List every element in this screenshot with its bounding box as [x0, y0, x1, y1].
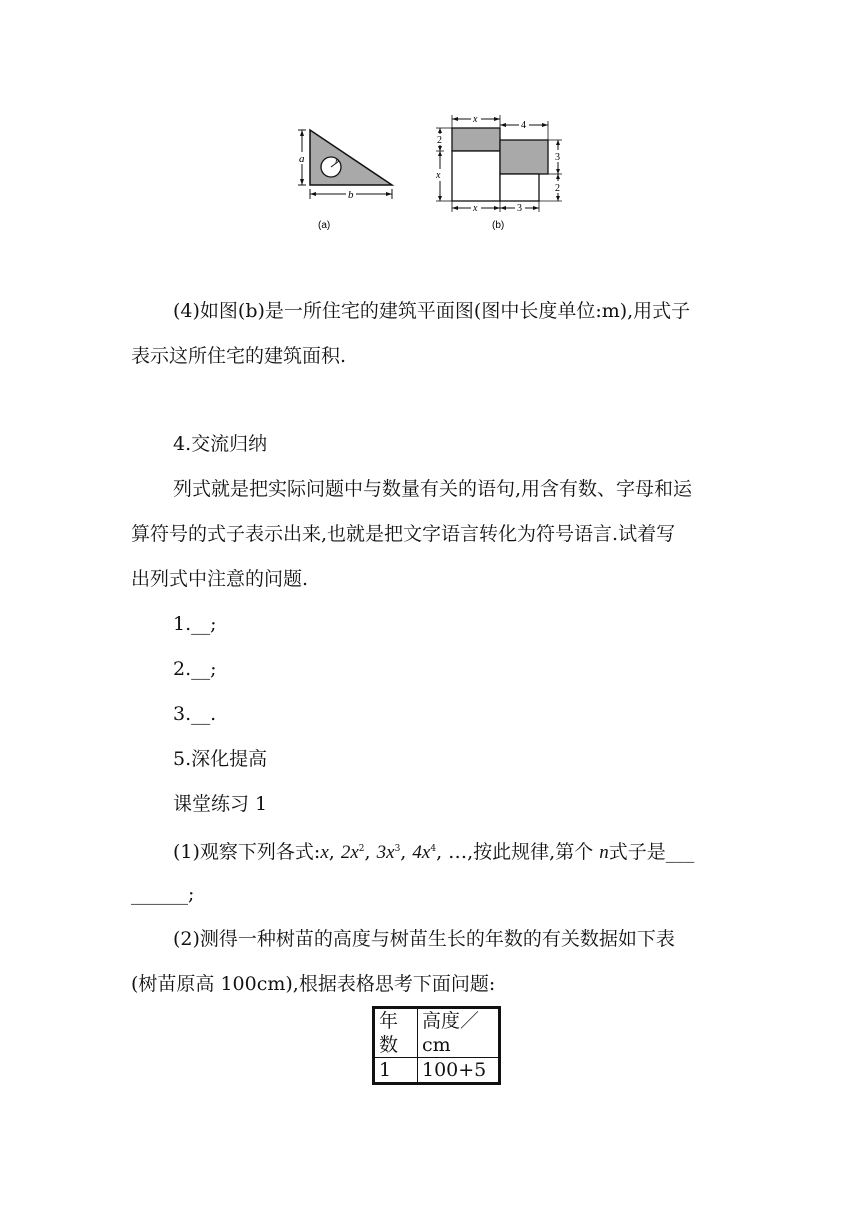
- figure-b-caption: (b): [492, 220, 505, 231]
- right-bottom-height-label: 2: [555, 183, 560, 194]
- height-label: a: [299, 153, 305, 165]
- top-right-width-label: 4: [521, 120, 526, 131]
- bottom-right-width-label: 3: [517, 203, 522, 214]
- section5-title: 5.深化提高: [173, 748, 268, 770]
- q4-text-line1: (4)如图(b)是一所住宅的建筑平面图(图中长度单位:m),用式子: [173, 300, 691, 322]
- left-top-height-label: 2: [437, 135, 442, 146]
- blank-item-3: 3.__.: [173, 703, 217, 725]
- blank-item-1: 1.__;: [173, 613, 217, 635]
- term-4-exponent: 4: [430, 844, 437, 854]
- exercise1-prefix: (1)观察下列各式:: [173, 841, 321, 863]
- section4-title: 4.交流归纳: [173, 433, 268, 455]
- summary-line1: 列式就是把实际问题中与数量有关的语句,用含有数、字母和运: [173, 478, 693, 500]
- exercise1-line1: (1)观察下列各式:x, $2x^2$, $3x^3$, $4x^4$, …,按此规律,第个 n式子是___: [173, 841, 695, 863]
- variable-n: n: [599, 842, 609, 863]
- figure-a: [297, 130, 392, 231]
- term-2-exponent: 2: [358, 844, 365, 854]
- term-3-exponent: 3: [394, 844, 401, 854]
- exercise-title: 课堂练习 1: [173, 793, 268, 815]
- header-years: 年 数: [374, 1008, 418, 1058]
- exercise1-line2: ______;: [131, 883, 195, 905]
- cell-height: 100+5: [418, 1058, 500, 1084]
- top-left-width-label: x: [473, 114, 478, 125]
- term-4: 4x: [412, 842, 431, 863]
- cell-year: 1: [374, 1058, 418, 1084]
- exercise2-line2: (树苗原高 100cm),根据表格思考下面问题:: [131, 973, 496, 995]
- term-3: 3x: [376, 842, 395, 863]
- summary-line2: 算符号的式子表示出来,也就是把文字语言转化为符号语言.试着写: [131, 523, 676, 545]
- bottom-left-width-label: x: [473, 203, 478, 214]
- right-top-height-label: 3: [555, 152, 560, 163]
- base-label: b: [348, 189, 354, 201]
- summary-line3: 出列式中注意的问题.: [131, 568, 309, 590]
- table-row: [374, 1058, 500, 1084]
- exercise1-tail: , …,按此规律,第个: [436, 841, 594, 863]
- radius-label: r: [335, 156, 339, 166]
- exercise2-line1: (2)测得一种树苗的高度与树苗生长的年数的有关数据如下表: [173, 928, 675, 950]
- exercise1-suffix: 式子是___: [608, 841, 695, 863]
- left-height-label: x: [436, 170, 441, 181]
- geometry-figures: [290, 110, 580, 240]
- table-header-row: [374, 1008, 500, 1058]
- figure-a-caption: (a): [318, 220, 331, 231]
- blank-item-2: 2.__;: [173, 658, 217, 680]
- growth-table: [372, 1006, 501, 1085]
- q4-text-line2: 表示这所住宅的建筑面积.: [131, 345, 347, 367]
- header-height: 高度／ cm: [418, 1008, 500, 1058]
- term-1: x: [320, 842, 329, 863]
- figure-b: [435, 113, 563, 231]
- term-2: 2x: [340, 842, 359, 863]
